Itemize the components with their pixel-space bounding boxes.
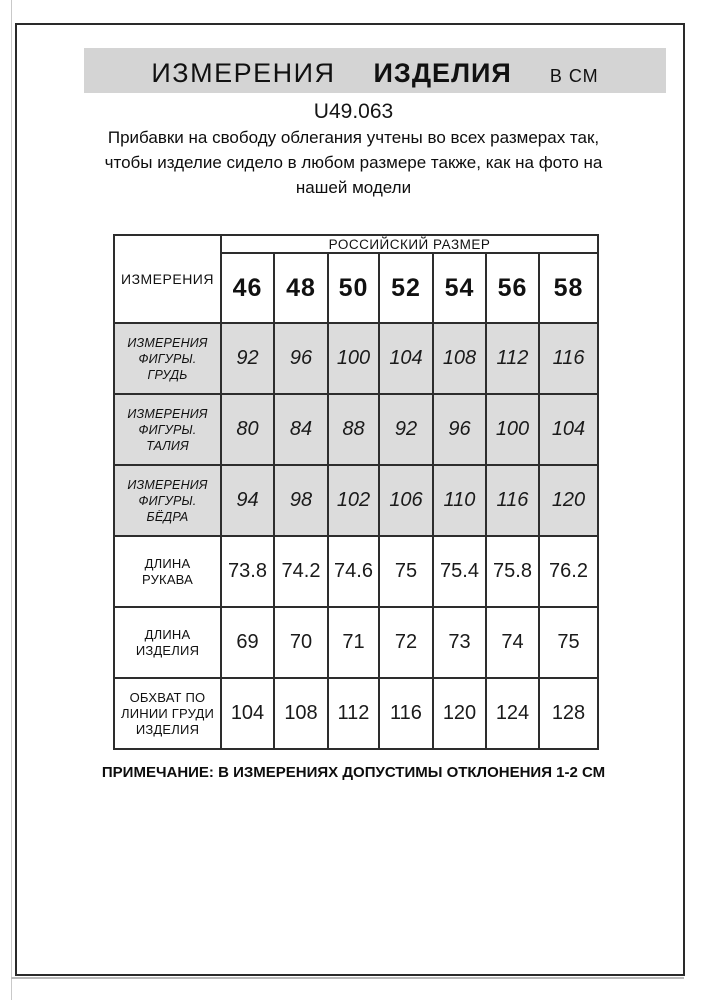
- fit-description: [0, 125, 707, 200]
- title-measurements: ИЗМЕРЕНИЯ: [151, 58, 336, 88]
- table-group-header-row: [114, 235, 598, 253]
- title-unit-cm: В СМ: [549, 66, 599, 86]
- value-cell: 96: [274, 323, 328, 394]
- value-cell: 96: [433, 394, 486, 465]
- value-cell: 104: [539, 394, 598, 465]
- value-cell: 72: [379, 607, 433, 678]
- value-cell: 100: [486, 394, 539, 465]
- row-label: ИЗМЕРЕНИЯ ФИГУРЫ. ТАЛИЯ: [114, 394, 221, 465]
- size-cell: 54: [433, 253, 486, 323]
- value-cell: 74: [486, 607, 539, 678]
- value-cell: 128: [539, 678, 598, 749]
- size-cell: 56: [486, 253, 539, 323]
- size-cell: 52: [379, 253, 433, 323]
- fit-description-line: нашей модели: [295, 178, 412, 197]
- value-cell: 112: [486, 323, 539, 394]
- value-cell: 92: [379, 394, 433, 465]
- fit-description-line: Прибавки на свободу облегания учтены во всех размерах так,: [107, 128, 600, 147]
- corner-cell-measurements: ИЗМЕРЕНИЯ: [114, 235, 221, 323]
- size-cell: 58: [539, 253, 598, 323]
- tolerance-note: ПРИМЕЧАНИЕ: В ИЗМЕРЕНИЯХ ДОПУСТИМЫ ОТКЛОНЕНИЯ 1-2 СМ: [101, 764, 606, 781]
- value-cell: 124: [486, 678, 539, 749]
- value-cell: 106: [379, 465, 433, 536]
- value-cell: 120: [433, 678, 486, 749]
- table-row-chest-girth: [114, 678, 598, 749]
- value-cell: 98: [274, 465, 328, 536]
- value-cell: 102: [328, 465, 379, 536]
- size-chart-table: [113, 234, 599, 750]
- value-cell: 70: [274, 607, 328, 678]
- value-cell: 80: [221, 394, 274, 465]
- value-cell: 73: [433, 607, 486, 678]
- value-cell: 75.8: [486, 536, 539, 607]
- value-cell: 75: [539, 607, 598, 678]
- value-cell: 88: [328, 394, 379, 465]
- size-cell: 48: [274, 253, 328, 323]
- russian-size-header: РОССИЙСКИЙ РАЗМЕР: [221, 235, 598, 253]
- value-cell: 74.2: [274, 536, 328, 607]
- size-cell: 50: [328, 253, 379, 323]
- row-label: ДЛИНА ИЗДЕЛИЯ: [114, 607, 221, 678]
- product-code: U49.063: [313, 100, 394, 123]
- table-row-item-length: [114, 607, 598, 678]
- value-cell: 110: [433, 465, 486, 536]
- size-cell: 46: [221, 253, 274, 323]
- value-cell: 116: [486, 465, 539, 536]
- table-row-figure-chest: [114, 323, 598, 394]
- value-cell: 104: [221, 678, 274, 749]
- row-label: ДЛИНА РУКАВА: [114, 536, 221, 607]
- value-cell: 92: [221, 323, 274, 394]
- fit-description-line: чтобы изделие сидело в любом размере также, как на фото на: [104, 153, 603, 172]
- value-cell: 100: [328, 323, 379, 394]
- value-cell: 73.8: [221, 536, 274, 607]
- table-row-sleeve-length: [114, 536, 598, 607]
- value-cell: 108: [433, 323, 486, 394]
- value-cell: 112: [328, 678, 379, 749]
- value-cell: 94: [221, 465, 274, 536]
- value-cell: 75: [379, 536, 433, 607]
- scan-artifact-bottom-line: [11, 977, 684, 979]
- value-cell: 75.4: [433, 536, 486, 607]
- value-cell: 108: [274, 678, 328, 749]
- value-cell: 84: [274, 394, 328, 465]
- title-bar: [84, 48, 666, 93]
- value-cell: 116: [539, 323, 598, 394]
- value-cell: 69: [221, 607, 274, 678]
- value-cell: 120: [539, 465, 598, 536]
- title-garment: ИЗДЕЛИЯ: [373, 58, 512, 88]
- value-cell: 71: [328, 607, 379, 678]
- row-label: ИЗМЕРЕНИЯ ФИГУРЫ. БЁДРА: [114, 465, 221, 536]
- table-row-figure-hips: [114, 465, 598, 536]
- value-cell: 104: [379, 323, 433, 394]
- value-cell: 76.2: [539, 536, 598, 607]
- value-cell: 116: [379, 678, 433, 749]
- row-label: ИЗМЕРЕНИЯ ФИГУРЫ. ГРУДЬ: [114, 323, 221, 394]
- table-row-figure-waist: [114, 394, 598, 465]
- row-label: ОБХВАТ ПО ЛИНИИ ГРУДИ ИЗДЕЛИЯ: [114, 678, 221, 749]
- value-cell: 74.6: [328, 536, 379, 607]
